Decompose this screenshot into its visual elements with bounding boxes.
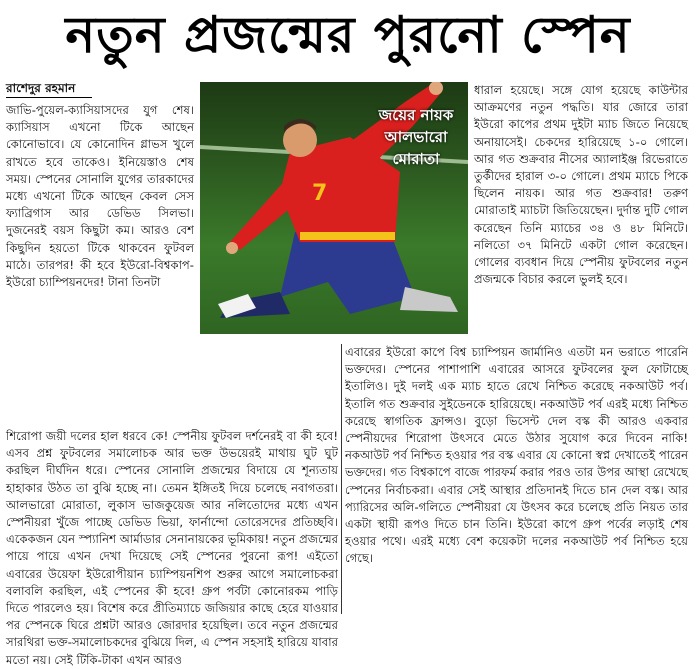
column-bottom-left — [6, 428, 338, 669]
paragraph-col3: ধারাল হয়েছে। সঙ্গে যোগ হয়েছে কাউন্টার আক্রমণের নতুন পদ্ধতি। যার জোরে তারা ইউরো কাপের প্রথম দুইটা ম্যাচ জিতে নিয়েছে অনায়াসেই। চেকদের হারিয়েছে ১-০ গোলে। আর গত শুক্রবার নীসের অ্যালাইঞ্জ রিভেরাতে তুর্কীদের হারাল ৩-০ গোলে। প্রথম ম্যাচে পিকে ছিলেন নায়ক। আর গত শুক্রবার! তরুণ মোরাতাই ম্যাচটা জিতিয়েছেন। দুর্দান্ত দুটি গোল করেছেন তিনি ম্যাচের ৩৪ ও ৪৮ মিনিটে। নলিতো ৩৭ মিনিটে একটা গোল করেছেন। গোলের ব্যবধান দিয়ে স্পেনীয় ফুটবলের নতুন প্রজন্মকে বিচার করলে ভুলই হবে। — [474, 83, 688, 287]
column-left-top — [6, 102, 194, 291]
column-right-top — [474, 82, 688, 288]
column-bottom-right — [345, 344, 688, 568]
headline: নতুন প্রজন্মের পুরনো স্পেন — [65, 6, 631, 64]
photo-caption: জয়ের নায়ক আলভারো মোরাতা — [378, 106, 454, 168]
paragraph-col1: জাভি-পুয়েল-ক্যাসিয়াসদের যুগ শেষ। ক্যাসিয়াস এখনো টিকে আছেন কোনোভাবে। যে কোনোদিন গ্লাভস খুলে রাখতে হবে তাকেও। ইনিয়েস্তাও শেষ সময়। স্পেনের সোনালি যুগের তারকাদের মধ্যে এখনো টিকে আছেন কেবল সেস ফ্যাব্রিগাস আর ডেভিড সিলভা। দুজনেরই বয়স কিছুটা কম। আরও বেশ কিছুদিন হয়তো টিকে থাকবেন ফুটবল মাঠে। তারপর! কী হবে ইউরো-বিশ্বকাপ-ইউরো চ্যাম্পিয়নদের! টানা তিনটা — [6, 103, 194, 290]
column-divider — [341, 344, 342, 614]
paragraph-bottom-left: শিরোপা জয়ী দলের হাল ধরবে কে! স্পেনীয় ফুটবল দর্শনেরই বা কী হবে! এসব প্রশ্ন ফুটবলের সমালোচক আর ভক্ত উভয়েরই মাথায় ঘুট ঘুট করছিল দীর্ঘদিন ধরে। স্পেনের সোনালি প্রজন্মের বিদায়ে যে শূন্যতায় হাহাকার উঠত তা বুঝি হচ্ছে না। তেমন ইঙ্গিতই দিয়ে চলেছে নবাগতরা। আলভারো মোরাতা, লুকাস ভাজকুয়েজ আর নলিতোদের মধ্যে এখন স্পেনীয়রা খুঁজে পাচ্ছে ডেভিড ভিয়া, ফার্নান্দো তোরেসদের প্রতিচ্ছবি। একেকজন যেন স্প্যানিশ আর্মাডার সেনানায়কের ভূমিকায়! নতুন প্রজন্মের পায়ে পায়ে এখন দেখা দিয়েছে সেই স্পেনের পুরনো রূপ! এইতো এবারের উয়েফা ইউরোপীয়ান চ্যাম্পিয়নশিপ শুরুর আগে সমালোচকরা বলাবলি করছিল, এই স্পেনের কী হবে! গ্রুপ পর্বটা কোনোরকম পাড়ি দিতে পারলেও হয়। বিশেষ করে প্রীতিম্যাচে জজিয়ার কাছে হেরে যাওয়ার পর স্পেনকে ঘিরে প্রশ্নটা আরও জোরদার হয়েছিল। তবে নতুন প্রজন্মের সারথিরা ভক্ত-সমালোচকদের বুঝিয়ে দিল, এ স্পেন সহসাই হারিয়ে যাবার মতো নয়। সেই টিকি-টাকা এখন আরও — [6, 429, 338, 667]
svg-text:7: 7 — [312, 181, 328, 206]
player-photo — [200, 82, 468, 334]
byline: রাশেদুর রহমান — [6, 80, 92, 98]
paragraph-bottom-right: এবারের ইউরো কাপে বিশ্ব চ্যাম্পিয়ন জার্মানিও এতটা মন ভরাতে পারেনি ভক্তদের। স্পেনের পাশাপাশি এবারের আসরে ফুটবলের ফুল ফোটাচ্ছে ইতালিও। দুই দলই এক ম্যাচ হাতে রেখে নিশ্চিত করেছে নকআউট পর্ব। ইতালি গত শুক্রবার সুইডেনকে হারিয়েছে। নকআউট পর্ব এরই মধ্যে নিশ্চিত করেছে স্বাগতিক ফ্রান্সও। বুড়ো ভিসেন্ট দেল বস্ক কী আরও একবার স্পেনীয়দের শিরোপা উৎসবে মেতে উঠার সুযোগ করে দিবেন নাকি! নকআউট পর্ব নিশ্চিত হওয়ার পর বস্ক এবার যে কোনো স্বপ্ন দেখাতেই পারেন ভক্তদের। গত বিশ্বকাপে বাজে পারফর্ম করার পরও তার উপর আস্থা রেখেছে স্পেনের নির্বাচকরা। এবার সেই আস্থার প্রতিদানই দিতে চান দেল বস্ক। আর প্যারিসের অলি-গলিতে স্পেনীয়রা যে উৎসব করে চলেছে প্রতি নিয়ত তার একটা স্থায়ী রূপও দিতে চান তিনি। ইউরো কাপে গ্রুপ পর্বের লড়াই শেষ হওয়ার পথে। এরই মধ্যে বেশ কয়েকটা দলের নকআউট পর্ব নিশ্চিত হয়ে গেছে। — [345, 345, 689, 566]
